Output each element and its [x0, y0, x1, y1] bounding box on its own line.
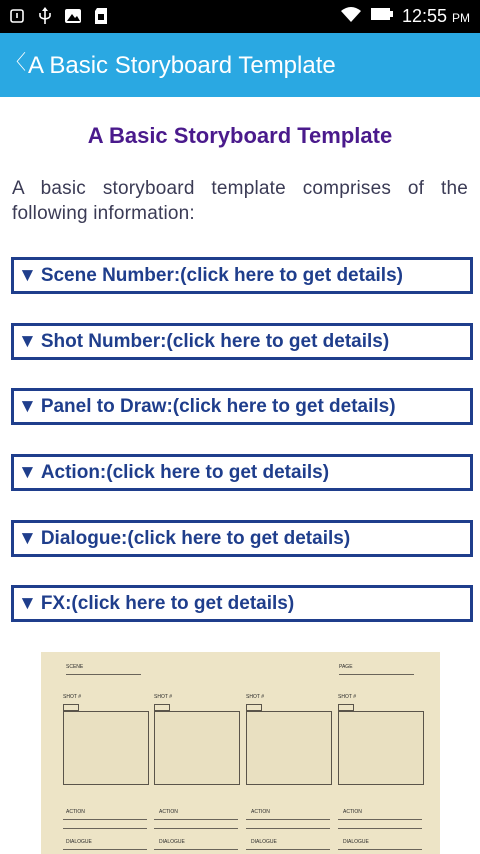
- action-line: [246, 828, 330, 829]
- action-line: [338, 828, 422, 829]
- storyboard-panel: [63, 711, 149, 785]
- dialogue-line: [246, 849, 330, 850]
- expand-triangle-icon: ▼: [18, 331, 37, 352]
- action-label: ACTION: [251, 809, 270, 815]
- section-label: Scene Number:(click here to get details): [40, 265, 403, 286]
- app-bar: [0, 33, 480, 97]
- section-label: Dialogue:(click here to get details): [40, 528, 351, 549]
- notification-icon: [8, 7, 26, 25]
- sd-card-icon: [92, 7, 110, 25]
- action-label: ACTION: [66, 809, 85, 815]
- dialogue-line: [63, 849, 147, 850]
- panel-tab: [63, 704, 79, 711]
- shot-label: SHOT #: [338, 694, 356, 700]
- battery-icon: [370, 7, 394, 26]
- ampm-value: PM: [452, 11, 470, 25]
- panel-tab: [154, 704, 170, 711]
- app-bar-title: A Basic Storyboard Template: [28, 52, 336, 79]
- section-scene-number[interactable]: [11, 257, 473, 294]
- panel-tab: [246, 704, 262, 711]
- dialogue-label: DIALOGUE: [159, 839, 185, 845]
- action-line: [246, 819, 330, 820]
- section-label: Action:(click here to get details): [40, 462, 330, 483]
- scene-label: SCENE: [66, 664, 84, 670]
- dialogue-line: [338, 849, 422, 850]
- dialogue-label: DIALOGUE: [66, 839, 92, 845]
- action-label: ACTION: [159, 809, 178, 815]
- expand-triangle-icon: ▼: [18, 593, 37, 614]
- action-label: ACTION: [343, 809, 362, 815]
- expand-triangle-icon: ▼: [18, 265, 37, 286]
- dialogue-label: DIALOGUE: [251, 839, 277, 845]
- section-label: Panel to Draw:(click here to get details): [40, 396, 396, 417]
- expand-triangle-icon: ▼: [18, 462, 37, 483]
- action-line: [63, 828, 147, 829]
- page-heading: A Basic Storyboard Template: [87, 123, 393, 148]
- status-time: [402, 6, 470, 27]
- page-line: [339, 674, 414, 675]
- usb-icon: [36, 7, 54, 25]
- storyboard-template-image: [41, 652, 440, 854]
- time-value: 12:55: [401, 6, 447, 26]
- image-icon: [64, 7, 82, 25]
- section-label: FX:(click here to get details): [40, 593, 295, 614]
- shot-label: SHOT #: [246, 694, 264, 700]
- section-fx[interactable]: [11, 585, 473, 622]
- action-line: [154, 828, 238, 829]
- page-label: PAGE: [339, 664, 353, 670]
- shot-label: SHOT #: [154, 694, 172, 700]
- intro-text: A basic storyboard template comprises of the following information:: [12, 178, 468, 224]
- action-line: [154, 819, 238, 820]
- expand-triangle-icon: ▼: [18, 396, 37, 417]
- shot-label: SHOT #: [63, 694, 81, 700]
- panel-tab: [338, 704, 354, 711]
- section-label: Shot Number:(click here to get details): [40, 331, 390, 352]
- storyboard-panel: [338, 711, 424, 785]
- status-bar: [0, 0, 480, 33]
- storyboard-panel: [246, 711, 332, 785]
- action-line: [338, 819, 422, 820]
- action-line: [63, 819, 147, 820]
- expand-triangle-icon: ▼: [18, 528, 37, 549]
- wifi-icon: [340, 5, 362, 28]
- section-panel-to-draw[interactable]: [11, 388, 473, 425]
- back-icon[interactable]: 〈: [6, 52, 26, 74]
- storyboard-panel: [154, 711, 240, 785]
- section-shot-number[interactable]: [11, 323, 473, 360]
- section-dialogue[interactable]: [11, 520, 473, 557]
- dialogue-line: [154, 849, 238, 850]
- section-action[interactable]: [11, 454, 473, 491]
- scene-line: [66, 674, 141, 675]
- dialogue-label: DIALOGUE: [343, 839, 369, 845]
